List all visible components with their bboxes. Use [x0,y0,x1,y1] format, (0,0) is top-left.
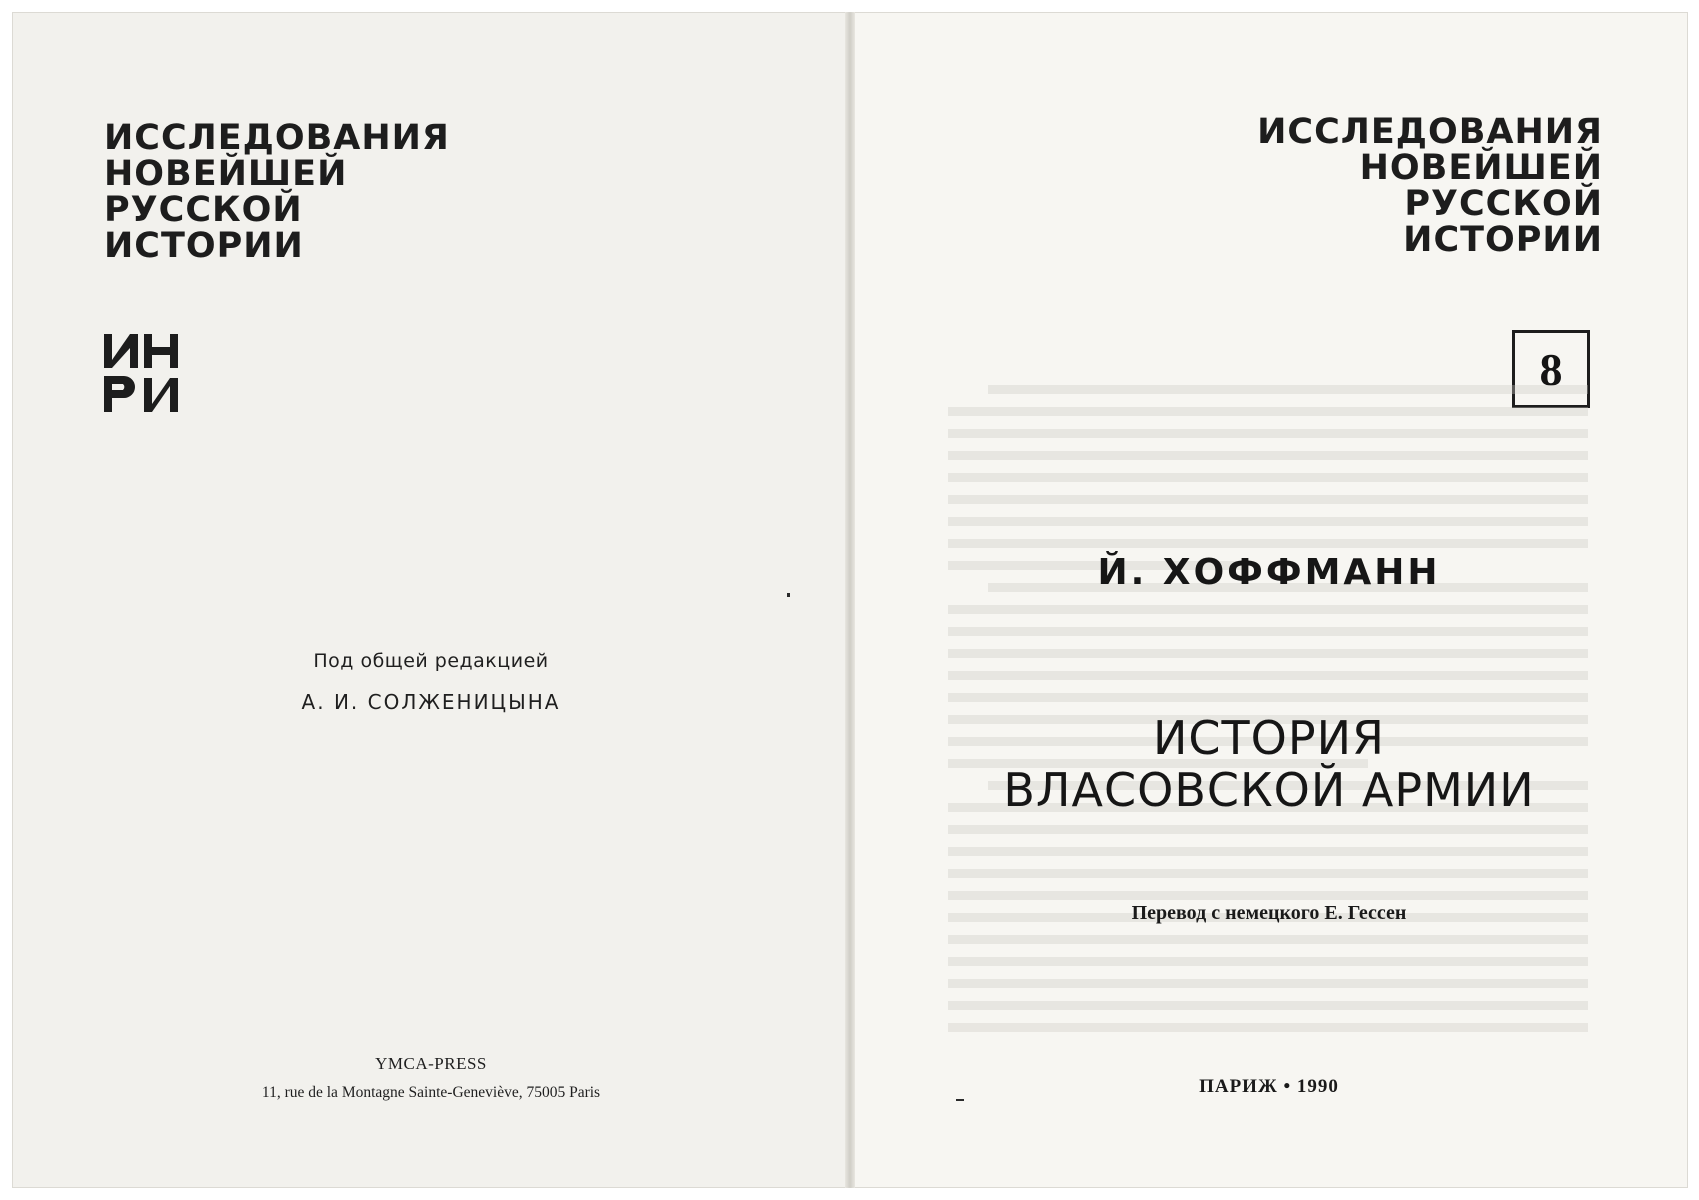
ink-speck [956,1099,964,1101]
series-title-left [104,120,450,264]
publisher-name: YMCA-PRESS [375,1054,487,1073]
inri-logo [104,334,178,412]
series-title-line: ИССЛЕДОВАНИЯ [104,118,450,158]
series-title-line: ИСТОРИИ [1403,220,1603,260]
editor-label: Под общей редакцией [313,650,549,672]
publisher-address: 11, rue de la Montagne Sainte-Geneviève, 75005 Paris [261,1084,601,1101]
series-title-line: РУССКОЙ [1404,184,1603,224]
translation-credit: Перевод с немецкого Е. Гессен [1131,902,1407,924]
editor-name: А. И. СОЛЖЕНИЦЫНА [301,690,561,714]
book-author: Й. ХОФФМАНН [1097,552,1441,593]
series-title-right [1257,114,1603,258]
book-gutter [845,12,855,1188]
series-title-line: РУССКОЙ [104,190,303,230]
series-title-line: НОВЕЙШЕЙ [1359,148,1603,188]
imprint: ПАРИЖ • 1990 [1199,1076,1339,1097]
series-title-line: НОВЕЙШЕЙ [104,154,348,194]
series-title-line: ИССЛЕДОВАНИЯ [1257,112,1603,152]
book-title-line-1: ИСТОРИЯ [1153,711,1385,765]
book-title-line-2: ВЛАСОВСКОЙ АРМИИ [1003,763,1535,817]
volume-number: 8 [1512,330,1590,408]
ink-speck [787,593,790,597]
series-title-line: ИСТОРИИ [104,226,304,266]
